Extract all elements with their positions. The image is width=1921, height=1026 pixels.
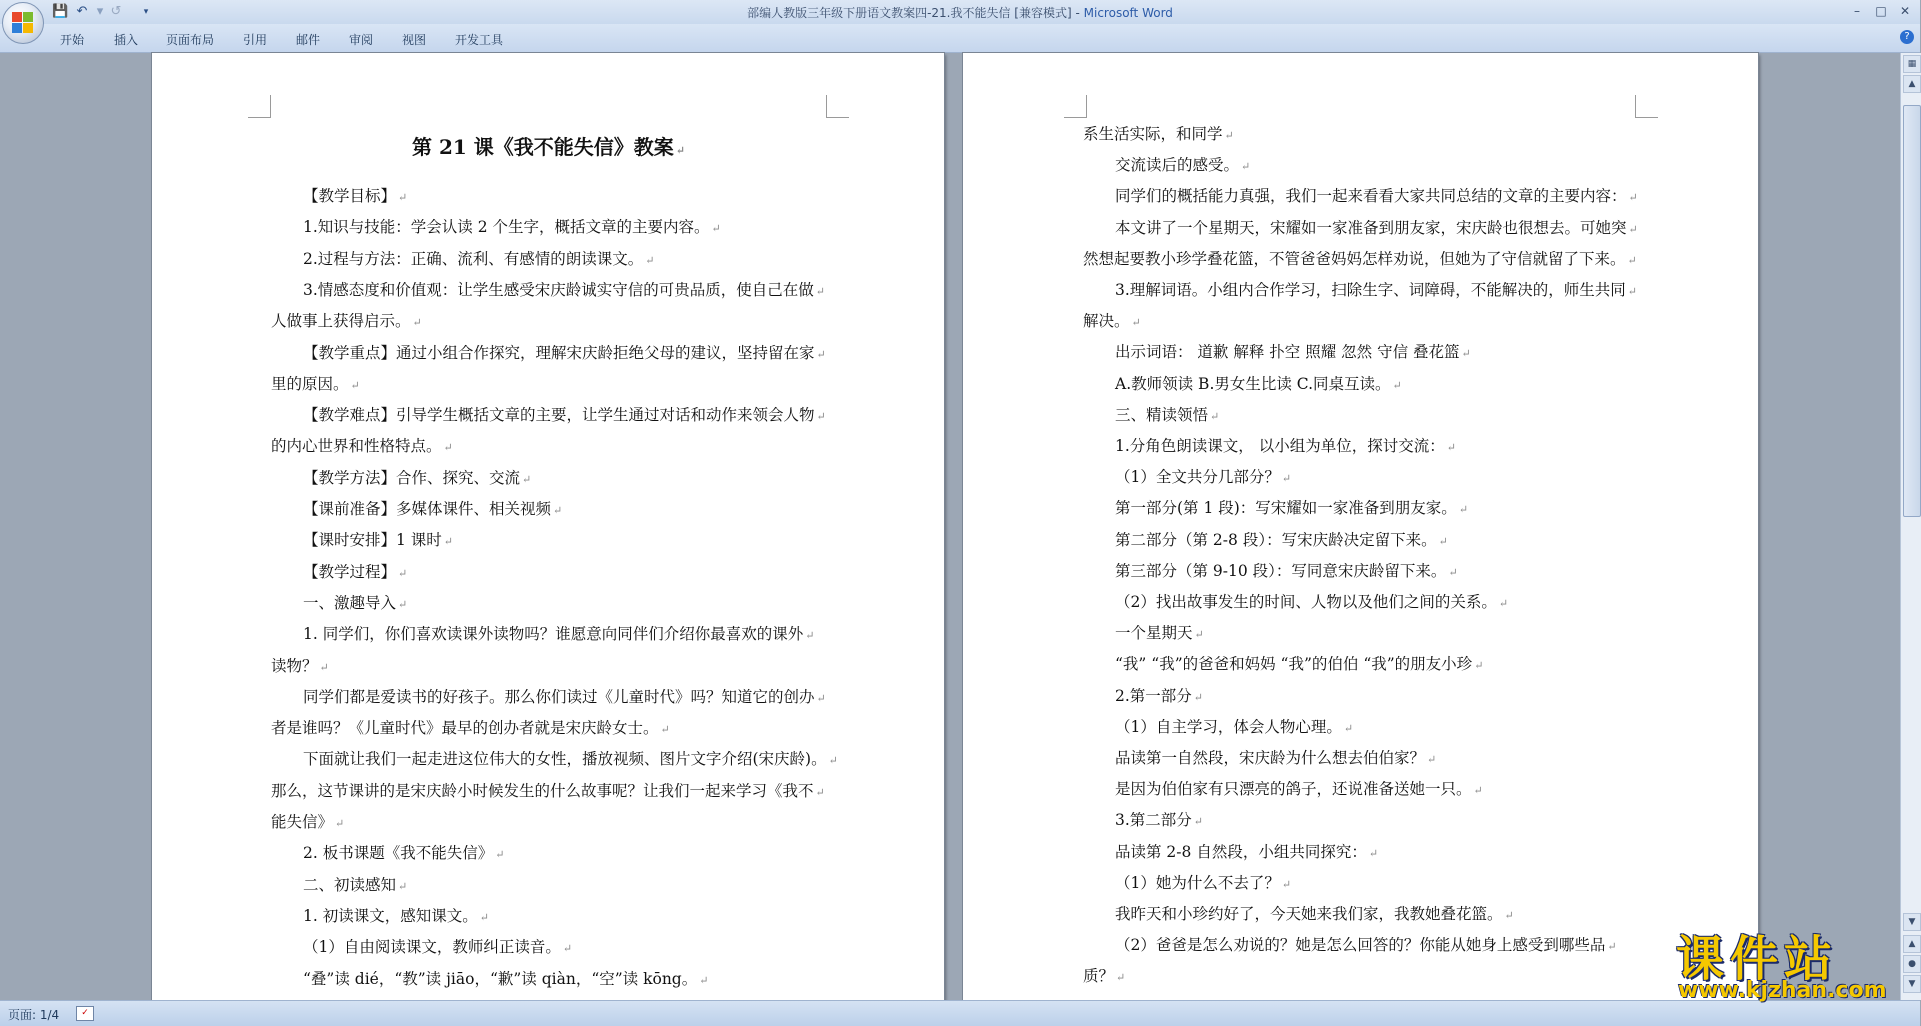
text-line-content: 第二部分（第 2-8 段）：写宋庆龄决定留下来。 xyxy=(1115,530,1437,549)
vertical-scrollbar[interactable] xyxy=(1900,53,1921,1000)
text-line xyxy=(303,217,721,239)
text-line-content: 那么，这节课讲的是宋庆龄小时候发生的什么故事呢？让我们一起来学习《我不 xyxy=(271,781,814,800)
text-line xyxy=(303,468,531,490)
text-line-content: 【教学过程】 xyxy=(303,562,397,581)
status-bar xyxy=(0,1000,1920,1026)
proofing-icon[interactable]: ✓ xyxy=(76,1006,94,1021)
text-line xyxy=(1115,218,1638,240)
scroll-up-button[interactable]: ▲ xyxy=(1903,75,1921,93)
text-line xyxy=(271,781,825,803)
text-line-content: “叠”读 dié，“教”读 jiāo，“歉”读 qiàn，“空”读 kōng。 xyxy=(303,969,698,988)
qat-dropdown-icon[interactable]: ▾ xyxy=(143,7,149,17)
text-line-content: （2）找出故事发生的时间、人物以及他们之间的关系。 xyxy=(1115,593,1497,611)
text-line-content: 一个星期天 xyxy=(1115,624,1193,643)
text-line-content: 【课时安排】1 课时 xyxy=(303,531,442,550)
paragraph-mark-icon: ↵ xyxy=(1628,222,1638,236)
paragraph-mark-icon: ↵ xyxy=(553,504,563,517)
page-count[interactable]: 页面: 1/4 xyxy=(8,1008,60,1022)
text-line xyxy=(1115,374,1402,396)
text-line xyxy=(303,186,407,208)
paragraph-mark-icon: ↵ xyxy=(398,879,408,893)
paragraph-mark-icon: ↵ xyxy=(711,222,721,236)
text-line-content: 者是谁吗？《儿童时代》最早的创办者就是宋庆龄女士。 xyxy=(271,719,659,738)
text-line xyxy=(271,436,453,458)
paragraph-mark-icon: ↵ xyxy=(350,378,360,392)
office-button[interactable] xyxy=(2,2,44,44)
paragraph-mark-icon: ↵ xyxy=(1343,721,1354,735)
paragraph-mark-icon: ↵ xyxy=(805,629,815,643)
paragraph-mark-icon: ↵ xyxy=(398,597,408,611)
text-line xyxy=(1115,748,1436,770)
text-line-content: （1）自由阅读课文，教师纠正读音。 xyxy=(303,938,561,957)
tab-page-layout[interactable]: 页面布局 xyxy=(166,33,215,47)
text-line-content: 下面就让我们一起走进这位伟大的女性，播放视频、图片文字介绍(宋庆龄)。 xyxy=(303,750,827,769)
paragraph-mark-icon: ↵ xyxy=(1607,940,1617,954)
text-line xyxy=(1115,904,1514,926)
paragraph-mark-icon: ↵ xyxy=(1193,815,1204,829)
paragraph-mark-icon: ↵ xyxy=(1392,378,1402,392)
minimize-button[interactable]: – xyxy=(1854,4,1860,18)
paragraph-mark-icon: ↵ xyxy=(1116,971,1126,985)
text-line-content: 1. 同学们，你们喜欢读课外读物吗？谁愿意向同伴们介绍你最喜欢的课外 xyxy=(303,625,804,644)
paragraph-mark-icon: ↵ xyxy=(443,441,453,455)
text-line xyxy=(1115,842,1378,864)
paragraph-mark-icon: ↵ xyxy=(1194,628,1204,642)
text-line-content: 1.分角色朗读课文， 以小组为单位，探讨交流： xyxy=(1115,437,1445,455)
text-line xyxy=(303,687,826,709)
undo-icon[interactable]: ↶ xyxy=(76,4,88,19)
text-line xyxy=(271,656,329,678)
select-browse-object-button[interactable]: ● xyxy=(1903,955,1921,973)
text-line xyxy=(1115,592,1508,614)
paragraph-mark-icon: ↵ xyxy=(828,754,838,768)
title-separator: - xyxy=(1071,6,1084,20)
text-line-content: 3.理解词语。小组内合作学习，扫除生字、词障碍，不能解决的，师生共同 xyxy=(1115,281,1626,299)
paragraph-mark-icon: ↵ xyxy=(1474,659,1484,673)
paragraph-mark-icon: ↵ xyxy=(815,785,825,799)
text-line-content: 能失信》 xyxy=(271,813,334,831)
text-line-content: 同学们的概括能力真强，我们一起来看看大家共同总结的文章的主要内容： xyxy=(1115,187,1627,206)
redo-icon[interactable]: ↺ xyxy=(110,4,122,19)
lesson-title: 第 21 课《我不能失信》教案 ↵ xyxy=(412,135,685,159)
ruler-toggle-icon[interactable]: ▦ xyxy=(1903,55,1921,73)
text-line-content: 1.知识与技能：学会认读 2 个生字，概括文章的主要内容。 xyxy=(303,218,710,237)
margin-corner-tl xyxy=(1064,95,1087,118)
text-line-content: 我昨天和小珍约好了，今天她来我们家，我教她叠花篮。 xyxy=(1115,905,1503,923)
text-line xyxy=(1115,436,1456,458)
text-line xyxy=(1115,654,1483,676)
paragraph-mark-icon: ↵ xyxy=(816,691,826,705)
paragraph-mark-icon: ↵ xyxy=(1281,877,1292,891)
text-line xyxy=(271,374,360,396)
text-line xyxy=(1083,311,1141,333)
text-line xyxy=(1115,623,1204,645)
text-line xyxy=(303,843,504,865)
paragraph-mark-icon: ↵ xyxy=(443,535,454,549)
margin-corner-tr xyxy=(826,95,849,118)
paragraph-mark-icon: ↵ xyxy=(1241,160,1251,174)
text-line-content: 本文讲了一个星期天，宋耀如一家准备到朋友家，宋庆龄也很想去。可她突 xyxy=(1115,218,1627,237)
site-watermark xyxy=(1668,920,1920,1004)
text-line-content: 读物？ xyxy=(271,656,318,675)
text-line xyxy=(1115,530,1448,552)
tab-home[interactable]: 开始 xyxy=(60,33,85,47)
paragraph-mark-icon: ↵ xyxy=(1131,316,1141,330)
paragraph-mark-icon: ↵ xyxy=(1504,909,1514,922)
app-name: Microsoft Word xyxy=(1083,6,1173,20)
text-line xyxy=(303,906,489,928)
text-line-content: “我” “我”的爸爸和妈妈 “我”的伯伯 “我”的朋友小珍 xyxy=(1115,655,1473,674)
text-line xyxy=(1115,686,1203,708)
text-line xyxy=(303,499,562,521)
paragraph-mark-icon: ↵ xyxy=(1281,472,1292,486)
save-icon[interactable]: 💾 xyxy=(52,4,69,19)
text-line-content: 品读第一自然段，宋庆龄为什么想去伯伯家？ xyxy=(1115,749,1426,767)
text-line xyxy=(303,562,407,584)
paragraph-mark-icon: ↵ xyxy=(562,942,573,956)
text-line-content: 同学们都是爱读书的好孩子。那么你们读过《儿童时代》吗？知道它的创办 xyxy=(303,687,815,706)
document-page-1[interactable] xyxy=(152,53,944,1013)
paragraph-mark-icon: ↵ xyxy=(645,253,655,267)
office-logo-icon xyxy=(12,12,34,34)
help-icon[interactable]: ? xyxy=(1900,30,1914,44)
ribbon-tabs xyxy=(0,24,1920,53)
document-workspace xyxy=(0,53,1900,1000)
scroll-down-button[interactable]: ▼ xyxy=(1903,913,1921,931)
text-line-content: 的内心世界和性格特点。 xyxy=(271,437,442,456)
text-line-content: A.教师领读 B.男女生比读 C.同桌互读。 xyxy=(1115,374,1391,393)
text-line-content: 2.第一部分 xyxy=(1115,686,1192,705)
watermark-brand: 课件站 xyxy=(1676,931,1839,987)
paragraph-mark-icon: ↵ xyxy=(412,316,422,330)
qat-sep: ▾ xyxy=(96,4,104,19)
text-line-content: 然想起要教小珍学叠花篮，不管爸爸妈妈怎样劝说，但她为了守信就留了下来。 xyxy=(1083,249,1626,268)
text-line xyxy=(303,937,572,959)
text-line xyxy=(1115,498,1468,520)
paragraph-mark-icon: ↵ xyxy=(335,817,345,830)
paragraph-mark-icon: ↵ xyxy=(1458,503,1469,517)
paragraph-mark-icon: ↵ xyxy=(1193,690,1204,704)
paragraph-mark-icon: ↵ xyxy=(1461,347,1471,361)
paragraph-mark-icon: ↵ xyxy=(319,660,329,674)
paragraph-mark-icon: ↵ xyxy=(1627,253,1637,267)
text-line-content: 2.过程与方法：正确、流利、有感情的朗读课文。 xyxy=(303,249,644,268)
text-line xyxy=(1115,186,1638,208)
tab-references[interactable]: 引用 xyxy=(243,33,268,47)
paragraph-mark-icon: ↵ xyxy=(816,410,826,424)
text-line-content: 【教学方法】合作、探究、交流 xyxy=(303,468,521,487)
next-page-button[interactable]: ▼ xyxy=(1903,975,1921,993)
text-line xyxy=(303,343,826,365)
paragraph-mark-icon: ↵ xyxy=(398,566,408,580)
text-line xyxy=(1083,966,1125,988)
text-line-content: 出示词语： 道歉 解释 扑空 照耀 忽然 守信 叠花篮 xyxy=(1115,343,1460,362)
text-line xyxy=(303,593,407,615)
paragraph-mark-icon: ↵ xyxy=(1448,565,1458,579)
paragraph-mark-icon: ↵ xyxy=(699,973,709,987)
text-line xyxy=(1115,810,1203,832)
text-line-content: 【课前准备】多媒体课件、相关视频 xyxy=(303,500,552,518)
text-line-content: 2. 板书课题《我不能失信》 xyxy=(303,844,494,863)
text-line xyxy=(1115,405,1219,427)
text-line-content: 一、激趣导入 xyxy=(303,593,397,612)
scroll-thumb[interactable] xyxy=(1903,105,1921,517)
text-line-content: 三、精读领悟 xyxy=(1115,405,1209,424)
paragraph-mark-icon: ↵ xyxy=(1438,534,1448,548)
text-line xyxy=(303,875,407,897)
lesson-title-text: 第 21 课《我不能失信》教案 xyxy=(412,135,674,159)
text-line xyxy=(1083,249,1637,271)
text-line-content: 【教学难点】引导学生概括文章的主要，让学生通过对话和动作来领会人物 xyxy=(303,406,815,425)
paragraph-mark-icon: ↵ xyxy=(479,910,489,924)
text-line-content: 系生活实际，和同学 xyxy=(1083,125,1223,143)
text-line-content: 里的原因。 xyxy=(271,374,349,393)
previous-page-button[interactable]: ▲ xyxy=(1903,935,1921,953)
text-line xyxy=(271,812,344,834)
margin-corner-tl xyxy=(248,95,271,118)
text-line xyxy=(303,280,825,302)
paragraph-mark-icon: ↵ xyxy=(1627,285,1638,298)
text-line-content: 【教学目标】 xyxy=(303,187,397,205)
text-line-content: （1）她为什么不去了？ xyxy=(1115,873,1280,892)
doc-name: 部编人教版三年级下册语文教案四-21.我不能失信 [兼容模式] xyxy=(747,6,1072,20)
paragraph-mark-icon: ↵ xyxy=(1498,597,1509,610)
text-line-content: 是因为伯伯家有只漂亮的鸽子，还说准备送她一只。 xyxy=(1115,780,1472,799)
text-line-content: （1）全文共分几部分？ xyxy=(1115,468,1280,487)
text-line xyxy=(1115,873,1291,895)
text-line xyxy=(303,249,655,271)
text-line-content: 品读第 2-8 自然段，小组共同探究： xyxy=(1115,842,1367,861)
watermark-url: www.kjzhan.com xyxy=(1678,978,1887,1003)
text-line-content: 人做事上获得启示。 xyxy=(271,312,411,331)
paragraph-mark-icon: ↵ xyxy=(1446,441,1456,454)
text-line xyxy=(1115,155,1250,177)
paragraph-mark-icon: ↵ xyxy=(1224,129,1234,142)
text-line-content: 1. 初读课文，感知课文。 xyxy=(303,906,478,925)
paragraph-mark-icon: ↵ xyxy=(1210,409,1220,423)
tab-mailings[interactable]: 邮件 xyxy=(296,33,321,47)
text-line xyxy=(1115,342,1471,364)
text-line xyxy=(303,624,814,646)
text-line xyxy=(1115,467,1291,489)
text-line xyxy=(1115,717,1353,739)
paragraph-mark-icon: ↵ xyxy=(1628,191,1638,205)
text-line-content: 二、初读感知 xyxy=(303,875,397,894)
text-line xyxy=(303,969,708,991)
paragraph-mark-icon: ↵ xyxy=(816,347,826,361)
text-line-content: 【教学重点】通过小组合作探究，理解宋庆龄拒绝父母的建议，坚持留在家 xyxy=(303,343,815,362)
paragraph-mark-icon: ↵ xyxy=(660,723,670,737)
text-line-content: 第一部分(第 1 段)：写宋耀如一家准备到朋友家。 xyxy=(1115,499,1457,518)
text-line-content: （2）爸爸是怎么劝说的？她是怎么回答的？你能从她身上感受到哪些品 xyxy=(1115,936,1606,955)
text-line-content: （1）自主学习，体会人物心理。 xyxy=(1115,717,1342,736)
window-title xyxy=(0,4,1920,21)
text-line xyxy=(303,749,838,771)
tab-developer[interactable]: 开发工具 xyxy=(455,33,504,47)
maximize-button[interactable]: □ xyxy=(1875,4,1887,18)
text-line xyxy=(271,311,422,333)
paragraph-mark-icon: ↵ xyxy=(495,848,505,862)
text-line xyxy=(1083,124,1234,146)
paragraph-mark-icon: ↵ xyxy=(1368,846,1379,860)
text-line xyxy=(271,718,670,740)
close-button[interactable]: ✕ xyxy=(1899,4,1911,18)
tab-review[interactable]: 审阅 xyxy=(349,33,374,47)
paragraph-mark-icon: ↵ xyxy=(1427,753,1437,766)
text-line-content: 3.第二部分 xyxy=(1115,811,1192,830)
title-bar xyxy=(0,0,1920,25)
paragraph-mark-icon: ↵ xyxy=(815,284,826,298)
text-line xyxy=(1115,561,1458,583)
tab-view[interactable]: 视图 xyxy=(402,33,427,47)
text-line-content: 第三部分（第 9-10 段）：写同意宋庆龄留下来。 xyxy=(1115,561,1447,580)
paragraph-mark-icon: ↵ xyxy=(522,472,532,486)
text-line xyxy=(303,405,826,427)
text-line xyxy=(1115,779,1483,801)
document-page-2[interactable] xyxy=(963,53,1758,1013)
text-line xyxy=(303,530,453,552)
text-line-content: 解决。 xyxy=(1083,312,1130,331)
text-line xyxy=(1115,280,1637,302)
tab-insert[interactable]: 插入 xyxy=(114,33,139,47)
text-line xyxy=(1115,935,1617,957)
text-line-content: 3.情感态度和价值观：让学生感受宋庆龄诚实守信的可贵品质，使自己在做 xyxy=(303,280,814,299)
paragraph-mark-icon: ↵ xyxy=(398,191,408,204)
paragraph-mark-icon: ↵ xyxy=(1473,784,1483,798)
text-line-content: 交流读后的感受。 xyxy=(1115,156,1240,175)
margin-corner-tr xyxy=(1635,95,1658,118)
text-line-content: 质？ xyxy=(1083,967,1115,986)
